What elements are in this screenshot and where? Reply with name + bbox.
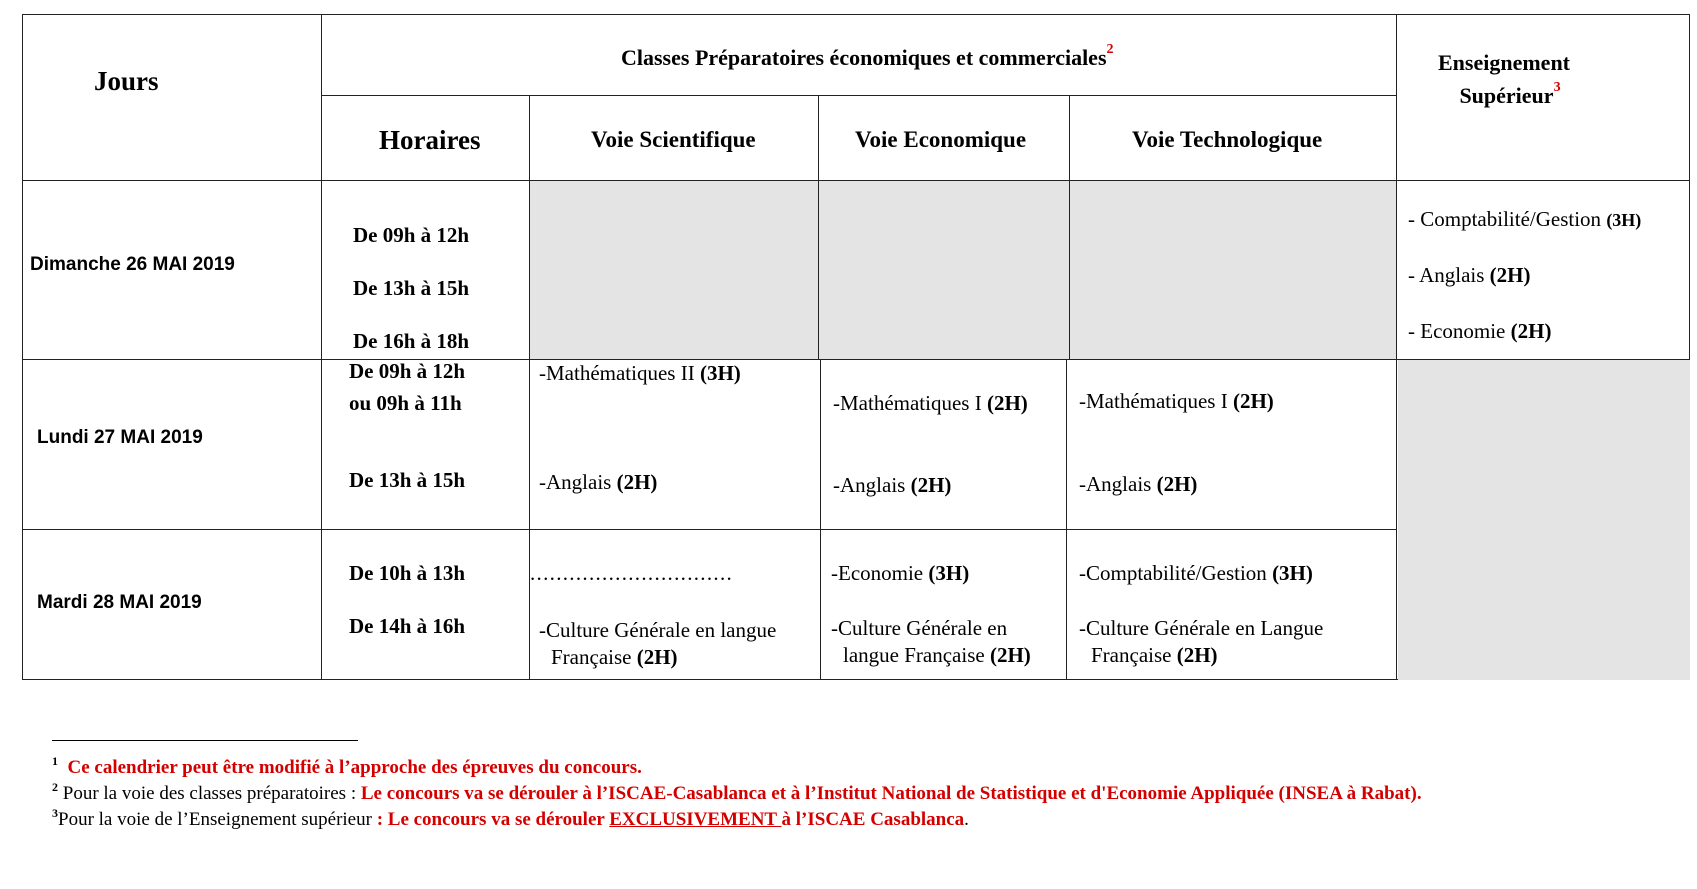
footnote-3: $^3$Pour la voie de l’Enseignement supérieur : Le concours va se dérouler EXCLUSIVEMENT à l’ISCAE Casablanca. bbox=[52, 806, 969, 830]
header-horaires: Horaires bbox=[379, 125, 481, 155]
subject-technologique: -Comptabilité/Gestion (3H) bbox=[1079, 561, 1313, 585]
subject-superieur: - Economie (2H) bbox=[1408, 319, 1552, 343]
time-slot: De 13h à 15h bbox=[349, 468, 466, 492]
exam-schedule-table bbox=[22, 14, 1690, 680]
subject-scientifique: -Anglais (2H) bbox=[539, 470, 658, 494]
header-enseignement-superieur bbox=[1438, 46, 1570, 112]
time-slot: De 09h à 12h bbox=[349, 359, 466, 383]
shaded-cell-prep-dimanche bbox=[530, 181, 1397, 359]
subject-technologique: -Mathématiques I (2H) bbox=[1079, 389, 1274, 413]
subject-scientifique: -Mathématiques II (3H) bbox=[539, 361, 741, 385]
subject-economique: -Anglais (2H) bbox=[833, 473, 952, 497]
subject-economique: -Economie (3H) bbox=[831, 561, 970, 585]
header-enseignement-line1: Enseignement bbox=[1438, 50, 1570, 75]
header-classes-preparatoires-label: Classes Préparatoires économiques et commerciales bbox=[621, 45, 1107, 70]
subject-economique: -Culture Générale en langue Française (2H) bbox=[831, 616, 1031, 667]
subject-superieur: - Anglais (2H) bbox=[1408, 263, 1531, 287]
subject-technologique: -Anglais (2H) bbox=[1079, 472, 1198, 496]
day-dimanche: Dimanche 26 MAI 2019 bbox=[30, 254, 235, 275]
time-slot: De 10h à 13h bbox=[349, 561, 466, 585]
day-lundi: Lundi 27 MAI 2019 bbox=[37, 427, 203, 448]
footnote-separator bbox=[52, 740, 358, 741]
day-mardi: Mardi 28 MAI 2019 bbox=[37, 592, 202, 613]
time-slot: De 09h à 12h bbox=[353, 223, 470, 247]
time-slot: De 13h à 15h bbox=[353, 276, 470, 300]
subject-superieur: - Comptabilité/Gestion (3H) bbox=[1408, 207, 1642, 231]
subject-scientifique-empty: ............................... bbox=[530, 561, 734, 585]
header-voie-scientifique: Voie Scientifique bbox=[591, 127, 756, 152]
header-enseignement-line2: Supérieur$^3$ bbox=[1459, 80, 1561, 108]
header-voie-technologique: Voie Technologique bbox=[1132, 127, 1323, 152]
header-jours: Jours bbox=[94, 66, 159, 96]
header-classes-preparatoires bbox=[621, 42, 1114, 71]
footnote-2: $^2$ Pour la voie des classes préparatoires : Le concours va se dérouler à l’ISCAE-Casablanca et à l’Institut National de Statistique et d'Economie Appliquée (INSEA à Rabat). bbox=[52, 780, 1422, 804]
shaded-cell-superieur-lundi-mardi bbox=[1398, 360, 1690, 680]
footnote-ref-3: 3 bbox=[1553, 80, 1561, 95]
time-slot: De 16h à 18h bbox=[353, 329, 470, 353]
subject-economique: -Mathématiques I (2H) bbox=[833, 391, 1028, 415]
footnote-ref-2: 2 bbox=[1106, 42, 1114, 57]
time-slot: ou 09h à 11h bbox=[349, 391, 462, 415]
footnote-1: $^1$ Ce calendrier peut être modifié à l’approche des épreuves du concours. bbox=[52, 754, 642, 778]
time-slot: De 14h à 16h bbox=[349, 614, 466, 638]
subject-technologique: -Culture Générale en Langue Française (2H) bbox=[1079, 616, 1324, 667]
subject-scientifique: -Culture Générale en langue Française (2H) bbox=[539, 618, 777, 669]
header-voie-economique: Voie Economique bbox=[855, 127, 1027, 152]
